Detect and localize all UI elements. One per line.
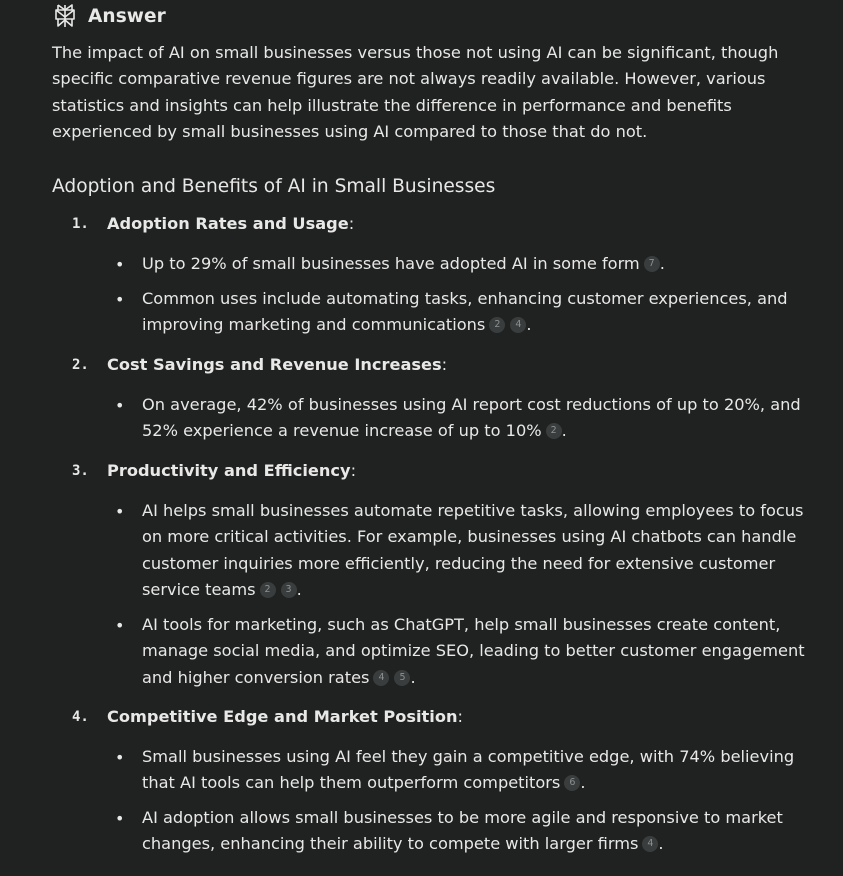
list-item-title-text: Adoption Rates and Usage xyxy=(107,214,349,233)
list-item-title-suffix: : xyxy=(457,707,463,726)
citation-badge[interactable]: 4 xyxy=(642,836,658,852)
citation-badge[interactable]: 7 xyxy=(644,256,660,272)
bullet-dot: • xyxy=(115,616,125,635)
list-number: 2. xyxy=(72,357,89,373)
bullet-text: Up to 29% of small businesses have adopted AI in some form xyxy=(142,254,640,273)
list-item xyxy=(142,392,812,445)
list-item-title xyxy=(107,352,447,378)
answer-title: Answer xyxy=(88,5,166,27)
intro-paragraph: The impact of AI on small businesses versus those not using AI can be significant, though specific comparative revenue figures are not always readily available. However, various statistics and insights can help illustrate the difference in performance and benefits experienced by small businesses using AI compared to those that do not. xyxy=(52,43,779,141)
list-item xyxy=(142,251,812,277)
bullet-dot: • xyxy=(115,809,125,828)
bullet-end: . xyxy=(580,773,586,793)
list-item xyxy=(142,744,812,797)
citation-badge[interactable]: 2 xyxy=(260,582,276,598)
list-number: 1. xyxy=(72,216,89,232)
list-item-title-suffix: : xyxy=(441,355,448,374)
perplexity-logo-icon xyxy=(54,4,76,28)
bullet-dot: • xyxy=(115,396,125,415)
bullet-text: AI adoption allows small businesses to be more agile and responsive to market changes, enhancing their ability to compete with larger firms xyxy=(142,808,783,854)
bullet-text: Common uses include automating tasks, enhancing customer experiences, and improving marketing and communications xyxy=(142,289,788,335)
citation-badge[interactable]: 2 xyxy=(546,423,562,439)
section-heading: Adoption and Benefits of AI in Small Businesses xyxy=(52,176,496,197)
list-item-title xyxy=(107,704,463,730)
list-item-title xyxy=(107,458,356,484)
list-item-title-text: Competitive Edge and Market Position xyxy=(107,707,458,726)
bullet-text: AI tools for marketing, such as ChatGPT, help small businesses create content, manage social media, and optimize SEO, leading to better customer engagement and higher conversion rates xyxy=(142,615,805,687)
citation-badge[interactable]: 4 xyxy=(373,670,389,686)
list-item-title-suffix: : xyxy=(348,214,355,233)
list-item xyxy=(142,612,812,691)
bullet-end: . xyxy=(561,421,567,441)
list-item-title-text: Cost Savings and Revenue Increases xyxy=(107,355,442,374)
list-item-title-suffix: : xyxy=(350,461,357,480)
list-item-title xyxy=(107,211,354,237)
bullet-end: . xyxy=(410,667,416,687)
bullet-dot: • xyxy=(115,748,125,767)
list-item xyxy=(142,498,812,603)
bullet-text: AI helps small businesses automate repetitive tasks, allowing employees to focus on more critical activities. For example, businesses using AI chatbots can handle customer inquiries more efficiently, reducing the need for extensive customer service teams xyxy=(142,501,804,599)
list-number: 3. xyxy=(72,463,89,479)
list-number: 4. xyxy=(72,709,89,725)
list-item xyxy=(142,805,812,858)
bullet-end: . xyxy=(659,254,665,273)
citation-badge[interactable]: 2 xyxy=(489,317,505,333)
citation-badge[interactable]: 6 xyxy=(564,775,580,791)
bullet-dot: • xyxy=(115,290,125,309)
bullet-dot: • xyxy=(115,502,125,521)
list-item-title-text: Productivity and Efficiency xyxy=(107,461,351,480)
bullet-text: Small businesses using AI feel they gain a competitive edge, with 74% believing that AI tools can help them outperform competitors xyxy=(142,747,795,793)
bullet-end: . xyxy=(526,315,532,335)
list-item xyxy=(142,286,812,339)
bullet-end: . xyxy=(296,579,302,599)
bullet-dot: • xyxy=(115,255,125,274)
citation-badge[interactable]: 4 xyxy=(510,317,526,333)
citation-badge[interactable]: 5 xyxy=(394,670,410,686)
bullet-end: . xyxy=(658,834,664,854)
answer-header xyxy=(54,3,166,29)
bullet-text: On average, 42% of businesses using AI report cost reductions of up to 20%, and 52% experience a revenue increase of up to 10% xyxy=(142,395,801,441)
citation-badge[interactable]: 3 xyxy=(281,582,297,598)
